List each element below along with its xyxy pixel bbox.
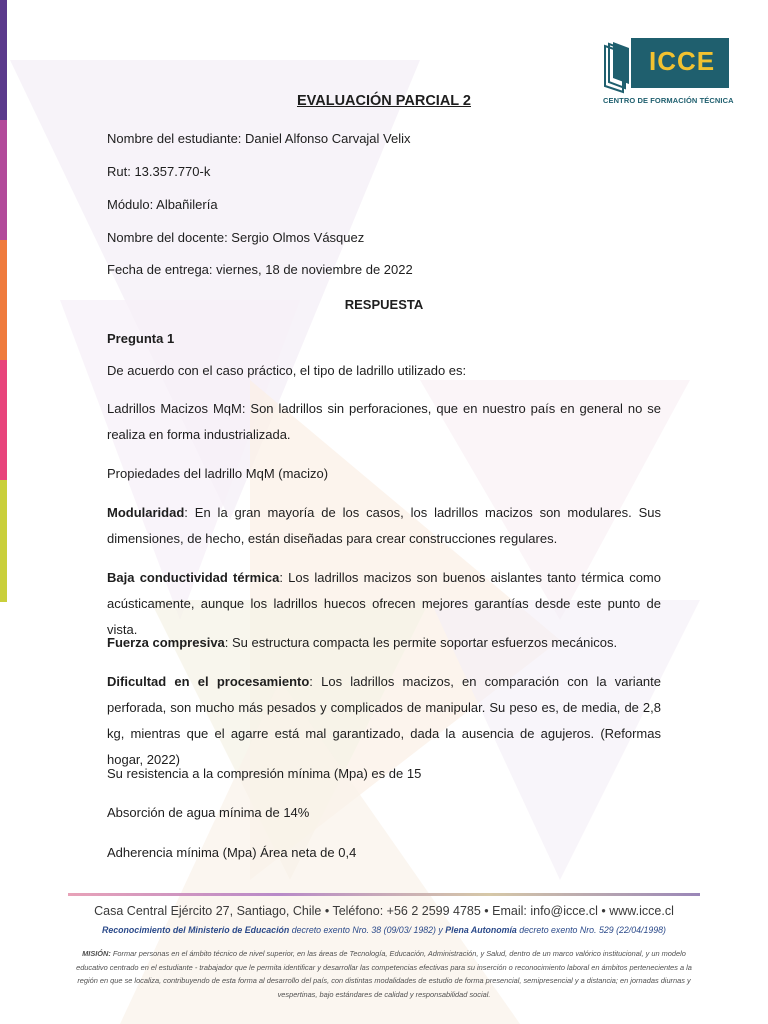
- footer-recognition: [0, 925, 768, 935]
- document-title: EVALUACIÓN PARCIAL 2: [296, 93, 471, 109]
- conductivity-text: : Los ladrillos macizos son buenos aislantes tanto térmica como acústicamente, aunque los ladrillos huecos ofrecen mejores garantías desde este punto de vista.: [107, 570, 661, 637]
- mission-label: MISIÓN:: [82, 949, 111, 958]
- question-heading: Pregunta 1: [107, 331, 175, 346]
- teacher-name: Nombre del docente: Sergio Olmos Vásquez: [107, 230, 365, 245]
- difficulty-label: Dificultad en el procesamiento: [107, 674, 310, 689]
- module: Módulo: Albañilería: [107, 197, 218, 212]
- logo-tagline: CENTRO DE FORMACIÓN TÉCNICA: [603, 96, 734, 105]
- reco-part-d: decreto exento Nro. 529 (22/04/1998): [516, 925, 666, 935]
- mission-text: Formar personas en el ámbito técnico de nivel superior, en las áreas de Tecnología, Educación, Administración, y Salud, dentro de un marco valórico institucional, y un modelo educativo centrado en el estudiante - trabajador que le permita identificar y desarrollar las competencias efectivas para su inserción o reconocimiento laboral en ámbitos pertenecientes a la región en que se localiza, contribuyendo de esta forma al desarrollo del país, con distintas modalidades de estudio de forma presencial, semipresencial y a distancia; en jornadas diurnas y vespertinas, bajo estándares de calidad y responsabilidad social.: [76, 949, 692, 999]
- compressive-paragraph: [107, 630, 661, 656]
- resistance-line: Su resistencia a la compresión mínima (Mpa) es de 15: [107, 766, 422, 781]
- footer-divider: [68, 893, 700, 896]
- color-stripe-lime: [0, 480, 7, 602]
- modularity-paragraph: [107, 500, 661, 552]
- modularity-label: Modularidad: [107, 505, 185, 520]
- color-stripe-pink: [0, 360, 7, 480]
- compressive-label: Fuerza compresiva: [107, 635, 225, 650]
- delivery-date: Fecha de entrega: viernes, 18 de noviembre de 2022: [107, 262, 413, 277]
- properties-heading: Propiedades del ladrillo MqM (macizo): [107, 466, 329, 481]
- logo-brand: ICCE: [649, 46, 716, 76]
- reco-part-a: Reconocimiento del Ministerio de Educación: [102, 925, 290, 935]
- footer-mission: [76, 947, 692, 1001]
- mqm-paragraph: Ladrillos Macizos MqM: Son ladrillos sin perforaciones, que en nuestro país en general no se realiza en forma industrializada.: [107, 401, 661, 442]
- difficulty-text: : Los ladrillos macizos, en comparación con la variante perforada, son mucho más pesados y complicados de manipular. Su peso es, de media, de 2,8 kg, mientras que el agarre está mal garantizado, dada la ausencia de agujeros. (Reformas hogar, 2022): [107, 674, 661, 767]
- footer-address: Casa Central Ejército 27, Santiago, Chile • Teléfono: +56 2 2599 4785 • Email: info@icce.cl • www.icce.cl: [94, 904, 674, 918]
- conductivity-label: Baja conductividad térmica: [107, 570, 280, 585]
- intro-paragraph: De acuerdo con el caso práctico, el tipo de ladrillo utilizado es:: [107, 363, 467, 378]
- color-stripe-magenta: [0, 120, 7, 240]
- student-name: Nombre del estudiante: Daniel Alfonso Carvajal Velix: [107, 131, 411, 146]
- reco-part-c: Plena Autonomía: [445, 925, 517, 935]
- difficulty-paragraph: [107, 669, 661, 773]
- student-rut: Rut: 13.357.770-k: [107, 164, 211, 179]
- modularity-text: : En la gran mayoría de los casos, los ladrillos macizos son modulares. Sus dimensiones, de hecho, están diseñadas para crear construcciones regulares.: [107, 505, 661, 546]
- adherence-line: Adherencia mínima (Mpa) Área neta de 0,4: [107, 845, 357, 860]
- answer-heading: RESPUESTA: [344, 297, 424, 312]
- reco-part-b: decreto exento Nro. 38 (09/03/ 1982) y: [289, 925, 446, 935]
- absorption-line: Absorción de agua mínima de 14%: [107, 805, 310, 820]
- compressive-text: : Su estructura compacta les permite soportar esfuerzos mecánicos.: [224, 635, 618, 650]
